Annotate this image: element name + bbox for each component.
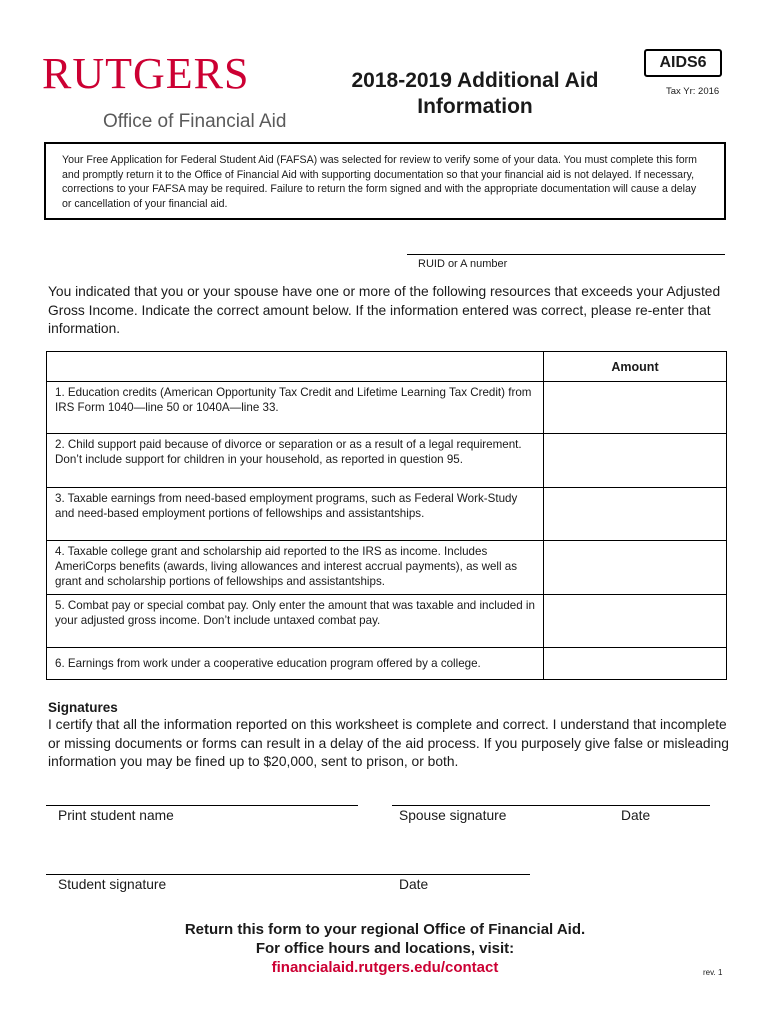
office-name: Office of Financial Aid: [103, 111, 287, 132]
table-row: [47, 434, 727, 488]
resources-table: [46, 351, 727, 680]
print-name-label: Print student name: [58, 808, 174, 823]
certification-text: I certify that all the information reported on this worksheet is complete and correct. I understand that incomplete or missing documents or forms can result in a delay of the aid process. If you purposely give false or misleading information you may be fined up to $20,000, sent to prison, or both.: [48, 717, 729, 769]
print-name-field[interactable]: [46, 805, 358, 806]
contact-link[interactable]: financialaid.rutgers.edu/contact: [271, 959, 499, 976]
amount-field[interactable]: [544, 434, 727, 488]
row-description: 4. Taxable college grant and scholarship aid reported to the IRS as income. Includes AmeriCorps benefits (awards, living allowances and interest accrual payments), as well as grant and scholarship portions of fellowships and assistantships.: [47, 541, 544, 595]
description-header: [47, 352, 544, 382]
tax-year: Tax Yr: 2016: [666, 86, 720, 97]
row-description: 6. Earnings from work under a cooperative education program offered by a college.: [47, 648, 544, 680]
form-title: [330, 68, 620, 120]
footer: [100, 920, 670, 977]
revision-label: rev. 1: [703, 968, 723, 977]
title-line-2: Information: [417, 95, 533, 118]
student-signature-label: Student signature: [58, 877, 167, 892]
table-row: [47, 488, 727, 541]
amount-field[interactable]: [544, 648, 727, 680]
amount-field[interactable]: [544, 595, 727, 648]
form-code-badge: AIDS6: [644, 49, 722, 77]
table-row: [47, 595, 727, 648]
spouse-date-label: Date: [621, 808, 651, 823]
amount-field[interactable]: [544, 382, 727, 434]
spouse-signature-label: Spouse signature: [399, 808, 507, 823]
row-description: 2. Child support paid because of divorce or separation or as a result of a legal requirement. Don’t include support for children in your household, as reported in question 95.: [47, 434, 544, 488]
student-date-label: Date: [399, 877, 429, 892]
amount-field[interactable]: [544, 541, 727, 595]
table-row: [47, 648, 727, 680]
ruid-field[interactable]: [407, 254, 725, 255]
student-signature-field[interactable]: [46, 874, 530, 875]
notice-box: Your Free Application for Federal Student Aid (FAFSA) was selected for review to verify some of your data. You must complete this form and promptly return it to the Office of Financial Aid with supporting documentation so that your financial aid is not delayed. If necessary, corrections to your FAFSA may be required. Failure to return the form signed and with the appropriate documentation will cause a delay or cancellation of your financial aid.: [44, 142, 726, 220]
footer-line-2: For office hours and locations, visit:: [255, 940, 515, 957]
row-description: 5. Combat pay or special combat pay. Only enter the amount that was taxable and included in your adjusted gross income. Don’t include untaxed combat pay.: [47, 595, 544, 648]
ruid-label: RUID or A number: [418, 258, 508, 270]
amount-field[interactable]: [544, 488, 727, 541]
title-line-1: 2018-2019 Additional Aid: [351, 69, 599, 92]
row-description: 3. Taxable earnings from need-based employment programs, such as Federal Work-Study and need-based employment portions of fellowships and assistantships.: [47, 488, 544, 541]
table-row: [47, 541, 727, 595]
amount-header: Amount: [544, 352, 727, 382]
spouse-signature-field[interactable]: [392, 805, 710, 806]
table-row: [47, 382, 727, 434]
footer-line-1: Return this form to your regional Office of Financial Aid.: [184, 921, 586, 938]
intro-text: You indicated that you or your spouse have one or more of the following resources that exceeds your Adjusted Gross Income. Indicate the correct amount below. If the information entered was correct, please re-enter that information.: [48, 284, 721, 336]
signatures-heading: Signatures: [48, 700, 118, 715]
rutgers-logo: RUTGERS: [42, 49, 250, 98]
row-description: 1. Education credits (American Opportunity Tax Credit and Lifetime Learning Tax Credit) from IRS Form 1040—line 50 or 1040A—line 33.: [47, 382, 544, 434]
table-header-row: [47, 352, 727, 382]
